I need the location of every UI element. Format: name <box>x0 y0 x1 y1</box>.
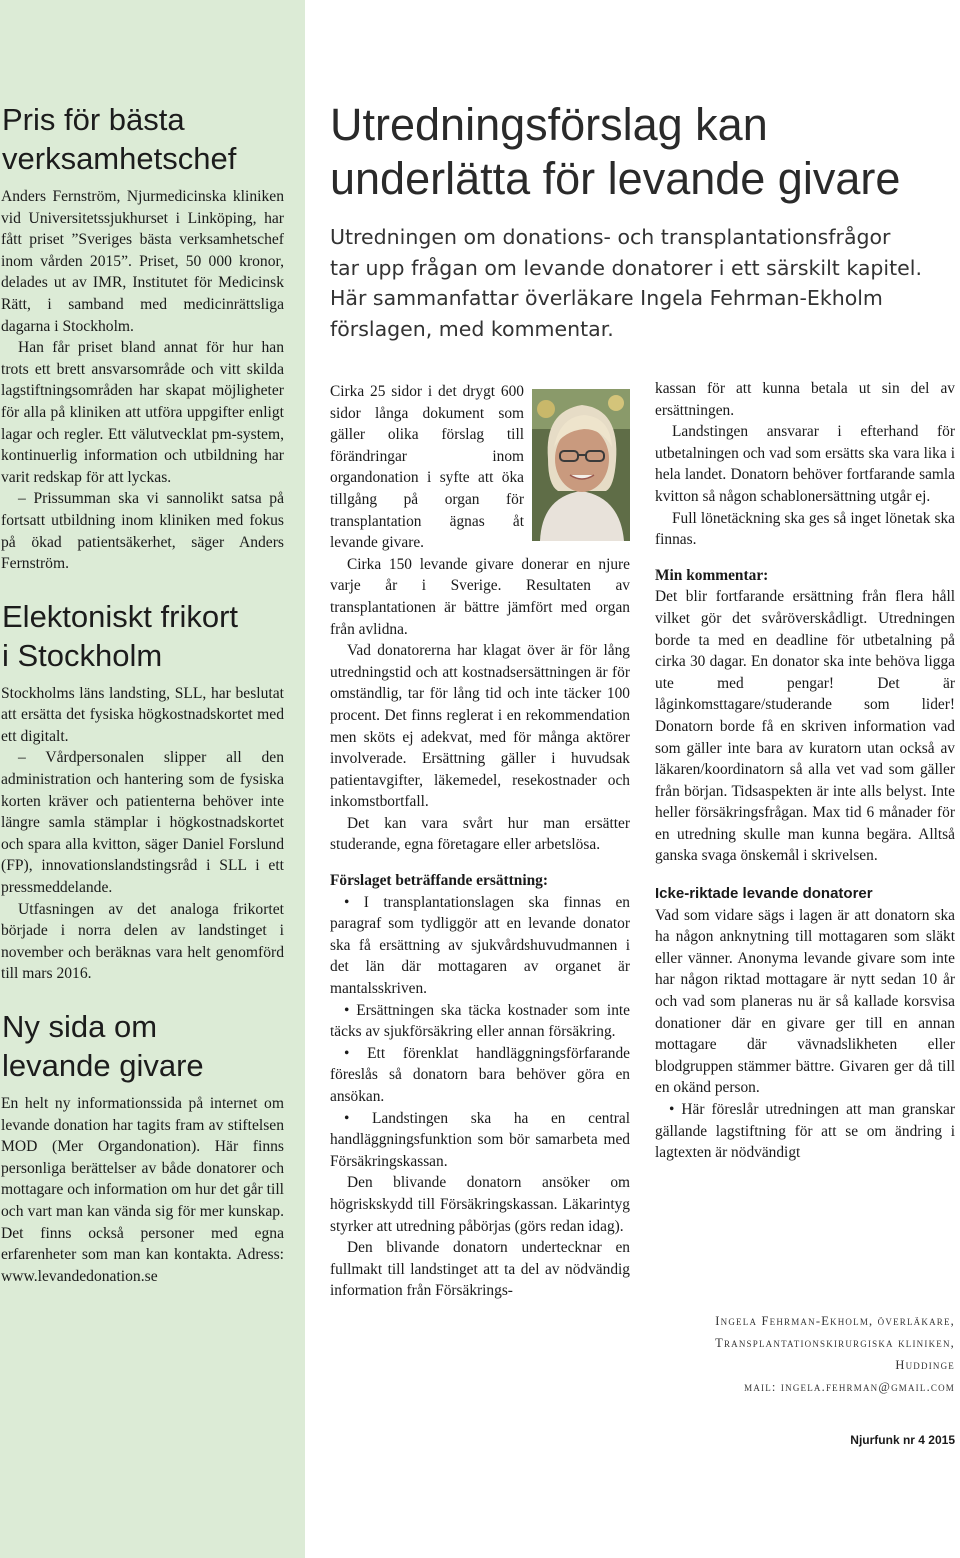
heading-line: Ny sida om <box>2 1009 158 1044</box>
signature-name: Ingela Fehrman-Ekholm, överläkare, <box>715 1314 955 1328</box>
subheading-compensation: Förslaget beträffande ersättning: <box>330 872 548 890</box>
article-column-left <box>330 381 630 1302</box>
author-photo <box>532 389 630 541</box>
paragraph: Den blivande donatorn undertecknar en fullmakt till landstinget att ta del av nödvändig information från Försäkrings- <box>330 1239 630 1300</box>
article-lead <box>330 222 955 344</box>
paragraph: Han får priset bland annat för hur han trots ett brett ansvarsområde och vitt skilda lagstiftningsområden har skapat möjligheter för alla på kliniken att utföra uppgifter enligt lagar och regler. Ett välutvecklat pm-system, kontinuerlig information och utbildning har varit redskap för att lyckas. <box>1 339 284 486</box>
author-signature <box>645 1310 955 1398</box>
section-spacer <box>0 575 284 597</box>
bullet-item: • Ersättningen ska täcka kostnader som inte täcks av sjukförsäkring eller annan försäkring. <box>330 1001 630 1041</box>
paragraph: En helt ny informationssida på internet om levande donation har tagits fram av stiftelsen MOD (Mer Organdonation). Här finns personliga berättelser av både donatorer och mottagare och information om hur det går till och vart man kan vända sig för mer kunskap. Det finns också personer med egna erfarenheter som man kan kontakta. Adress: www.levandedonation.se <box>1 1095 284 1285</box>
sidebar-heading-frikort <box>2 597 284 675</box>
heading-line: Elektoniskt frikort <box>2 598 239 634</box>
paragraph: Vad donatorerna har klagat över är för lång utredningstid och att kostnadsersättningen är för omständlig, tar för lång tid och inte täcker 100 procent. Det finns reglerat i en rekommendation men sköts ej adekvat, med för många aktörer involverade. Ersättning gäller i huvudsak patientavgifter, läkemedel, resekostnader och inkomstbortfall. <box>330 642 630 811</box>
title-line: underlätta för levande givare <box>330 153 901 204</box>
signature-clinic: Transplantationskirurgiska kliniken, <box>715 1336 955 1350</box>
signature-location: Huddinge <box>895 1358 955 1372</box>
sidebar-body-new-site <box>1 1093 284 1287</box>
paragraph: Det blir fortfarande ersättning från flera håll vilket gör det svåröverskådligt. Utredningen borde ta med en deadline för utbetalning på cirka 30 dagar. En donator ska inte behöva ligga ute med pengar! Det är låginkomsttagare/studerande som lider! Donatorn borde få en skriven information vad som gäller inte bara av kuratorn utan också av läkaren/koordinatorn så alla vet vad som gäller från början. Tidsaspekten är inte alls belyst. Inte heller försäkringsfrågan. Max tid 6 månader för en utredning skulle man kunna begära. Alltså ganska svaga önskemål i skrivelsen. <box>655 588 955 865</box>
issue-footer: Njurfunk nr 4 2015 <box>850 1433 955 1447</box>
paragraph: – Vårdpersonalen slipper all den administration och hantering som de fysiska korten kräver och patienterna behöver inte längre samla stämplar i högkostnadskortet och spara alla kvitton, säger Daniel Forslund (FP), innovationslandstingsråd i SLL i ett pressmeddelande. <box>1 749 284 897</box>
bullet-item: • Ett förenklat handläggningsförfarande föreslås så donatorn bara behöver göra en ansökan. <box>330 1044 630 1105</box>
title-line: Utredningsförslag kan <box>330 99 768 150</box>
paragraph: Den blivande donatorn ansöker om högriskskydd till Försäkringskassan. Läkarintyg styrker att utredning påbörjas (görs redan idag). <box>330 1174 630 1235</box>
paragraph: Landstingen ansvarar i efterhand för utbetalningen och vad som ersätts ska vara lika i hela landet. Donatorn behöver fortfarande samla kvitton så någon schablonersättning utgår ej. <box>655 423 955 505</box>
signature-email: mail: ingela.fehrman@gmail.com <box>744 1380 955 1394</box>
paragraph: kassan för att kunna betala ut sin del av ersättningen. <box>655 380 955 419</box>
bullet-item: • Här föreslår utredningen att man granskar gällande lagstiftning för att se om ändring i lagtexten är nödvändigt <box>655 1101 955 1162</box>
bullet-item: • Landstingen ska ha en central handläggningsfunktion som bör samarbeta med Försäkringskassan. <box>330 1109 630 1170</box>
sidebar-heading-prize <box>2 100 284 178</box>
paragraph: – Prissumman ska vi sannolikt satsa på fortsatt utbildning inom kliniken med fokus på ökad patientsäkerhet, säger Anders Fernström. <box>1 490 284 573</box>
paragraph: Det kan vara svårt hur man ersätter studerande, egna företagare eller arbetslösa. <box>330 814 630 854</box>
portrait-image <box>532 389 630 541</box>
heading-line: verksamhetschef <box>2 141 237 176</box>
bullet-item: • I transplantationslagen ska finnas en paragraf som tydliggör att en levande donator ska få ersättning av sjukvårdshuvudmannen i det län där mottagaren av organet är mantalsskriven. <box>330 893 630 998</box>
lead-line: Här sammanfattar överläkare Ingela Fehrman-Ekholm <box>330 286 883 310</box>
paragraph: Full lönetäckning ska ges så inget lönetak ska finnas. <box>655 509 955 549</box>
section-spacer <box>0 985 284 1007</box>
sidebar-body-frikort <box>1 683 284 985</box>
sidebar-content <box>0 100 284 1287</box>
lead-line: tar upp frågan om levande donatorer i ett särskilt kapitel. <box>330 255 922 280</box>
heading-line: Pris för bästa <box>2 102 185 137</box>
article-title <box>330 98 950 206</box>
paragraph: Cirka 150 levande givare donerar en njure varje år i Sverige. Resultaten av transplantationen är bättre jämfört med organ från avlidna. <box>330 555 630 638</box>
paragraph: Anders Fernström, Njurmedicinska kliniken vid Universitetssjukhurset i Linköping, har fått priset ”Sveriges bästa verksamhetschef inom vården 2015”. Priset, 50 000 kronor, delades ut av IMR, Institutet för Medicinsk Rätt, i samband med medicinrättsliga dagarna i Stockholm. <box>1 188 284 335</box>
paragraph: Cirka 25 sidor i det drygt 600 sidor långa dokument som gäller olika förslag till förändringar inom organdonation i syfte att öka tillgång på organ för transplantation ägnas åt levande givare. <box>330 383 524 552</box>
paragraph: Vad som vidare sägs i lagen är att donatorn ska ha någon anknytning till mottagaren som släkt eller vänner. Anonyma levande givare som inte har någon riktad mottagare är nytt sedan 10 år och vad som planeras nu är så kallade korsvisa donationer där en givare ger till en annan mottagare där vävnadslikheten eller blodgruppen stämmer bättre. Givaren ger då till en okänd person. <box>655 906 955 1097</box>
subheading-comment: Min kommentar: <box>655 566 769 584</box>
heading-line: levande givare <box>2 1048 204 1083</box>
news-sidebar <box>0 0 305 1558</box>
paragraph: Stockholms läns landsting, SLL, har beslutat att ersätta det fysiska högkostnadskortet med ett digitalt. <box>1 684 284 745</box>
sidebar-heading-new-site <box>2 1007 284 1085</box>
subheading-non-directed-donors: Icke-riktade levande donatorer <box>655 885 873 903</box>
sidebar-body-prize <box>1 186 284 575</box>
paragraph: Utfasningen av det analoga frikortet började i norra delen av landstinget i november och beräknas vara helt genomförd till mars 2016. <box>1 900 284 983</box>
heading-line: i Stockholm <box>2 637 163 673</box>
lead-line: förslagen, med kommentar. <box>330 316 614 341</box>
lead-line: Utredningen om donations- och transplantationsfrågor <box>330 225 891 249</box>
article-column-right <box>655 378 955 1164</box>
